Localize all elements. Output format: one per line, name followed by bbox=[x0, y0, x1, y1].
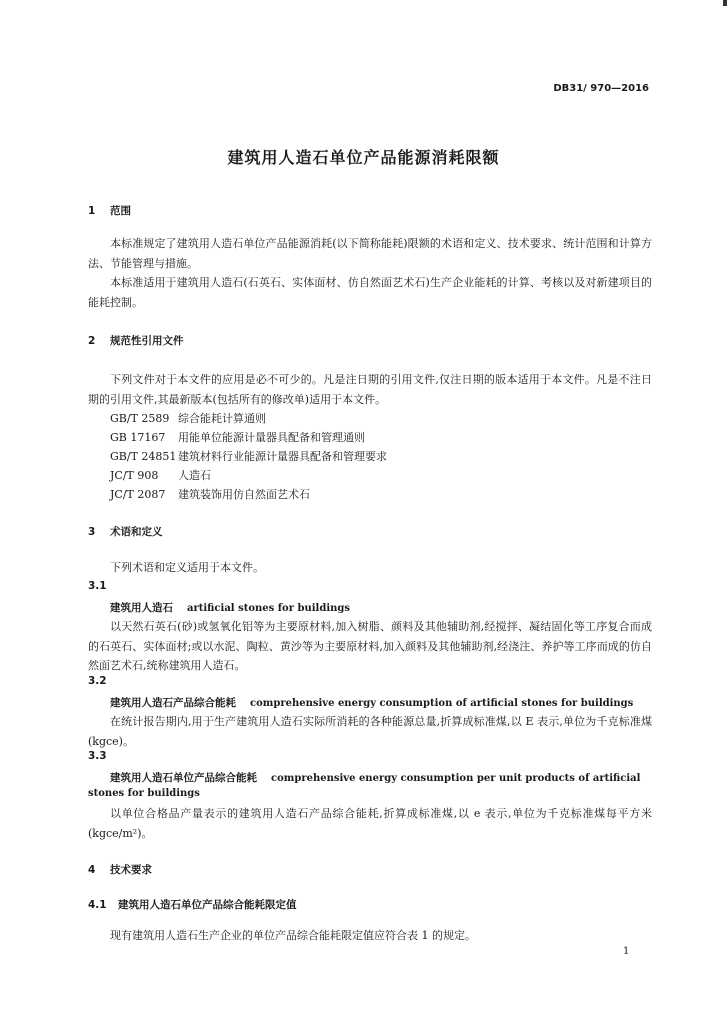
reference-item bbox=[110, 447, 387, 466]
term-definition: 在统计报告期内,用于生产建筑用人造石实际所消耗的各种能源总量,折算成标准煤,以 E 表示,单位为千克标准煤(kgce)。 bbox=[88, 715, 652, 748]
reference-code: JC/T 908 bbox=[110, 469, 159, 482]
section-number: 4 bbox=[88, 864, 96, 876]
subsection-title: 建筑用人造石单位产品综合能耗限定值 bbox=[118, 899, 297, 911]
subsection-4-1-heading bbox=[88, 897, 297, 912]
paragraph: 现有建筑用人造石生产企业的单位产品综合能耗限定值应符合表 1 的规定。 bbox=[110, 929, 476, 942]
scan-edge-mark bbox=[723, 0, 727, 6]
reference-title: 建筑材料行业能源计量器具配备和管理要求 bbox=[178, 450, 387, 463]
reference-title: 建筑装饰用仿自然面艺术石 bbox=[178, 488, 310, 501]
section-title: 技术要求 bbox=[110, 864, 152, 876]
section-1-heading bbox=[88, 203, 131, 218]
section-4-heading bbox=[88, 862, 152, 877]
paragraph: 本标准规定了建筑用人造石单位产品能源消耗(以下简称能耗)限额的术语和定义、技术要求、统计范围和计算方法、节能管理与措施。 bbox=[88, 237, 652, 270]
term-en: comprehensive energy consumption of artificial stones for buildings bbox=[250, 698, 634, 709]
term-entry bbox=[110, 600, 350, 615]
reference-title: 人造石 bbox=[178, 469, 211, 482]
section-number: 2 bbox=[88, 335, 96, 347]
paragraph: 下列文件对于本文件的应用是必不可少的。凡是注日期的引用文件,仅注日期的版本适用于本文件。凡是不注日期的引用文件,其最新版本(包括所有的修改单)适用于本文件。 bbox=[88, 373, 652, 406]
term-entry bbox=[110, 695, 633, 710]
reference-item bbox=[110, 485, 310, 504]
reference-code: GB 17167 bbox=[110, 431, 166, 444]
paragraph: 本标准适用于建筑用人造石(石英石、实体面材、仿自然面艺术石)生产企业能耗的计算、考核以及对新建项目的能耗控制。 bbox=[88, 276, 652, 309]
reference-item bbox=[110, 409, 266, 428]
term-zh: 建筑用人造石单位产品综合能耗 bbox=[110, 772, 257, 784]
term-number: 3.3 bbox=[88, 750, 107, 762]
term-zh: 建筑用人造石产品综合能耗 bbox=[110, 697, 236, 709]
reference-code: JC/T 2087 bbox=[110, 488, 166, 501]
page-title: 建筑用人造石单位产品能源消耗限额 bbox=[227, 148, 500, 167]
page-number: 1 bbox=[623, 946, 630, 957]
term-en: artificial stones for buildings bbox=[187, 603, 351, 614]
section-number: 1 bbox=[88, 205, 96, 217]
section-number: 3 bbox=[88, 526, 96, 538]
subsection-number: 4.1 bbox=[88, 899, 107, 911]
section-title: 术语和定义 bbox=[110, 526, 163, 538]
reference-code: GB/T 2589 bbox=[110, 412, 170, 425]
section-3-heading bbox=[88, 524, 163, 539]
term-zh: 建筑用人造石 bbox=[110, 602, 173, 614]
term-entry bbox=[110, 770, 640, 785]
reference-item bbox=[110, 466, 211, 485]
term-en: comprehensive energy consumption per unit products of artificial bbox=[271, 773, 641, 784]
reference-code: GB/T 24851 bbox=[110, 450, 177, 463]
term-en-continued: stones for buildings bbox=[88, 788, 200, 799]
section-title: 规范性引用文件 bbox=[110, 335, 184, 347]
section-title: 范围 bbox=[110, 205, 131, 217]
term-definition: 以天然石英石(砂)或氢氧化铝等为主要原材料,加入树脂、颜料及其他辅助剂,经搅拌、凝结固化等工序复合而成的石英石、实体面材;或以水泥、陶粒、黄沙等为主要原材料,加入颜料及其他辅助剂,经浇注、养护等工序而成的仿自然面艺术石,统称建筑用人造石。 bbox=[88, 620, 652, 672]
reference-item bbox=[110, 428, 365, 447]
reference-title: 用能单位能源计量器具配备和管理通则 bbox=[178, 431, 365, 444]
term-number: 3.2 bbox=[88, 675, 107, 687]
reference-title: 综合能耗计算通则 bbox=[178, 412, 266, 425]
standard-code: DB31/ 970—2016 bbox=[553, 83, 649, 94]
paragraph: 下列术语和定义适用于本文件。 bbox=[110, 561, 264, 574]
section-2-heading bbox=[88, 333, 184, 348]
term-definition: 以单位合格品产量表示的建筑用人造石产品综合能耗,折算成标准煤,以 e 表示,单位为千克标准煤每平方米(kgce/m²)。 bbox=[88, 807, 652, 840]
term-number: 3.1 bbox=[88, 580, 107, 592]
